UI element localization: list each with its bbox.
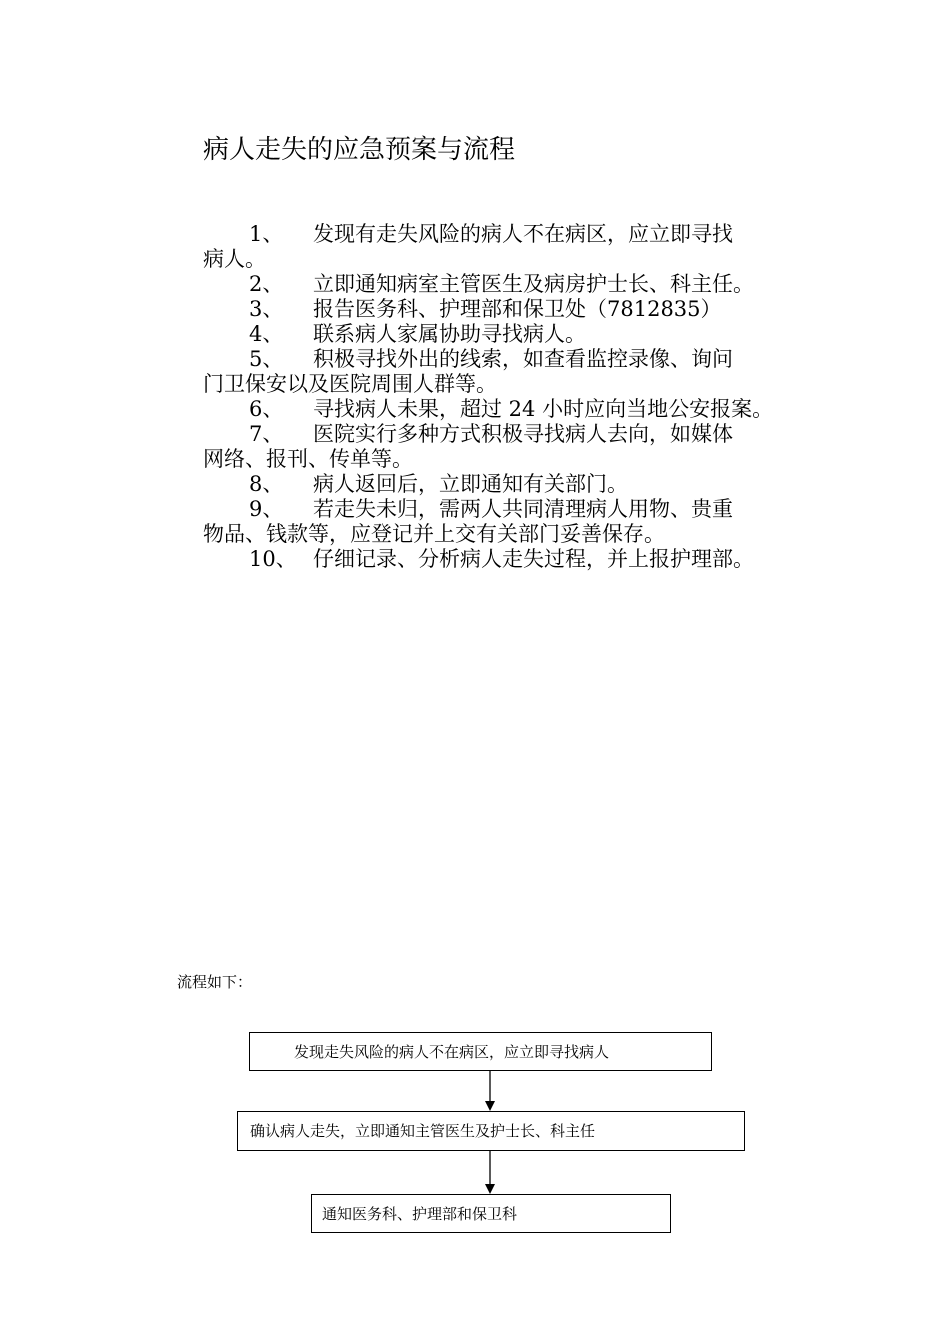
- item-number: 10、: [249, 547, 297, 571]
- list-item: [203, 422, 813, 472]
- item-number: 4、: [249, 322, 284, 346]
- item-text: 立即通知病室主管医生及病房护士长、科主任。: [313, 272, 754, 296]
- item-text: 发现有走失风险的病人不在病区，应立即寻找: [313, 222, 733, 246]
- item-number: 1、: [249, 222, 284, 246]
- flow-intro: 流程如下：: [177, 973, 253, 991]
- item-text: 病人返回后，立即通知有关部门。: [313, 472, 628, 496]
- item-number: 7、: [249, 422, 284, 446]
- flow-arrow-1: [482, 1070, 498, 1112]
- item-text-continued: 物品、钱款等，应登记并上交有关部门妥善保存。: [203, 522, 665, 546]
- list-item: [203, 272, 813, 297]
- item-text-continued: 病人。: [203, 247, 266, 271]
- flow-step-text: 确认病人走失，立即通知主管医生及护士长、科主任: [250, 1122, 596, 1140]
- flow-step-text: 发现走失风险的病人不在病区，应立即寻找病人: [294, 1042, 610, 1061]
- list-item: [203, 322, 813, 347]
- list-item: [203, 497, 813, 547]
- list-item: [203, 472, 813, 497]
- item-text: 仔细记录、分析病人走失过程，并上报护理部。: [313, 547, 754, 571]
- item-number: 9、: [249, 497, 284, 521]
- procedure-list: [203, 222, 813, 572]
- item-text: 报告医务科、护理部和保卫处（7812835）: [313, 297, 722, 321]
- item-text: 医院实行多种方式积极寻找病人去向，如媒体: [313, 422, 733, 446]
- item-text-continued: 网络、报刊、传单等。: [203, 447, 413, 471]
- flow-step-box: [237, 1111, 745, 1151]
- list-item: [203, 397, 813, 422]
- list-item: [203, 347, 813, 397]
- list-item: [203, 222, 813, 272]
- flow-step-text: 通知医务科、护理部和保卫科: [322, 1204, 518, 1223]
- item-text-continued: 门卫保安以及医院周围人群等。: [203, 372, 497, 396]
- flow-step-box: [311, 1194, 671, 1233]
- item-number: 2、: [249, 272, 284, 296]
- item-number: 5、: [249, 347, 284, 371]
- item-number: 8、: [249, 472, 284, 496]
- item-text: 寻找病人未果，超过 24 小时应向当地公安报案。: [313, 397, 774, 421]
- item-text: 积极寻找外出的线索，如查看监控录像、询问: [313, 347, 733, 371]
- list-item: [203, 547, 813, 572]
- flow-step-box: [249, 1032, 712, 1071]
- list-item: [203, 297, 813, 322]
- item-text: 若走失未归，需两人共同清理病人用物、贵重: [313, 497, 733, 521]
- item-text: 联系病人家属协助寻找病人。: [313, 322, 586, 346]
- item-number: 3、: [249, 297, 284, 321]
- page-title: 病人走失的应急预案与流程: [203, 135, 516, 165]
- flow-arrow-2: [482, 1150, 498, 1195]
- item-number: 6、: [249, 397, 284, 421]
